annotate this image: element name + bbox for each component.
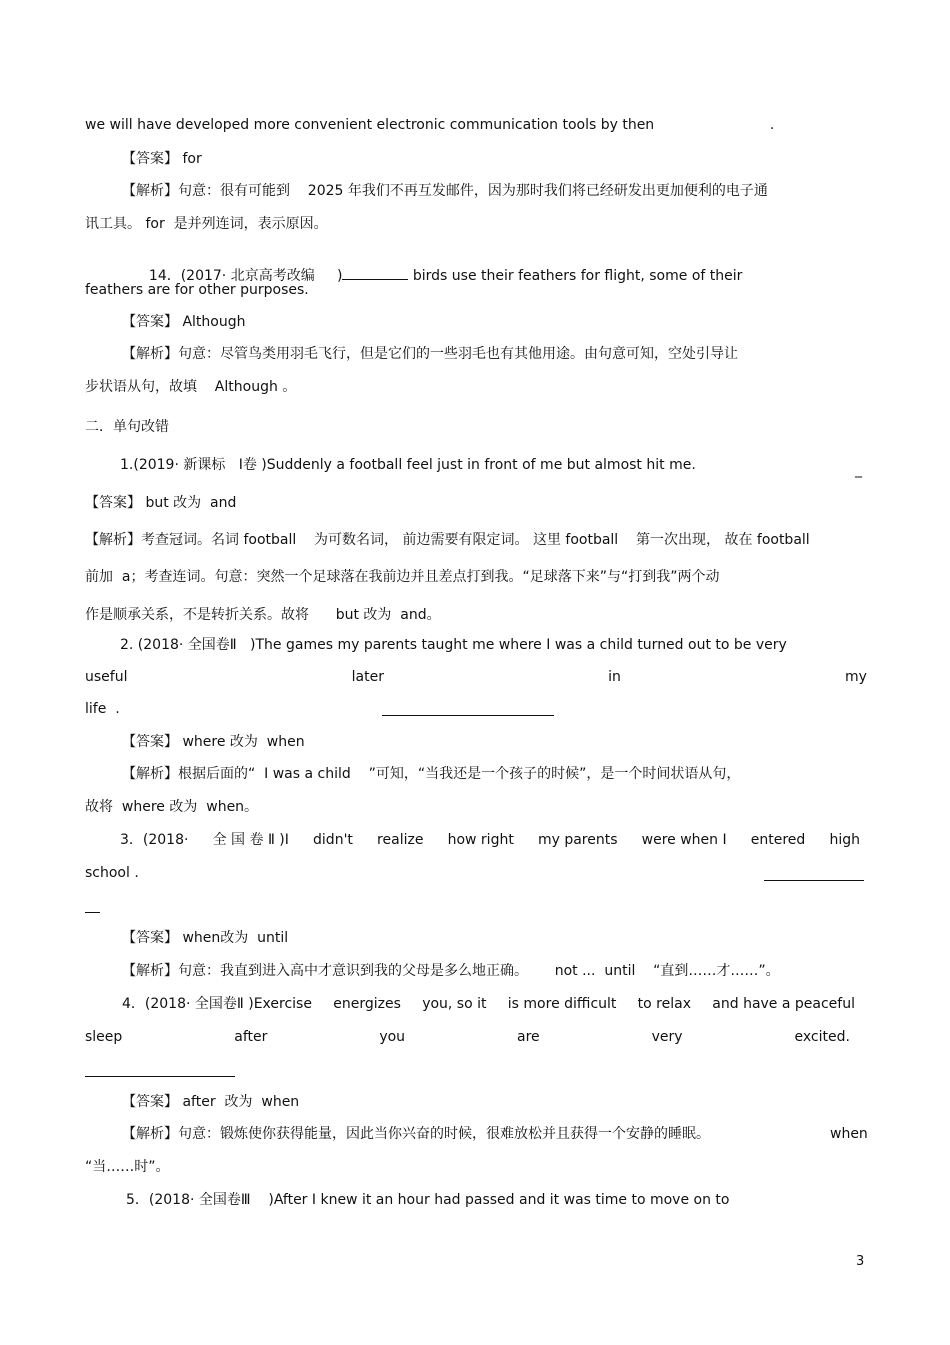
text-line: 作是顺承关系，不是转折关系。故将 but 改为 and。 — [85, 607, 441, 623]
word: realize — [377, 832, 424, 848]
analysis-line: 【解析】句意：我直到进入高中才意识到我的父母是多么地正确。 not ... until “直到……才……”。 — [122, 963, 780, 979]
text-line: “当……时”。 — [85, 1159, 170, 1175]
word: you — [379, 1029, 406, 1045]
text-line: 前加 a；考查连词。句意：突然一个足球落在我前边并且差点打到我。“足球落下来”与“打到我”两个动 — [85, 569, 720, 585]
word: later — [351, 669, 384, 685]
word: is more difficult — [507, 996, 617, 1012]
word: my — [845, 669, 867, 685]
text-line: we will have developed more convenient electronic communication tools by then . — [85, 117, 775, 133]
answer-blank-mark: _ — [855, 462, 862, 478]
page-number: 3 — [856, 1254, 865, 1269]
word: didn't — [313, 832, 353, 848]
analysis-line: 【解析】句意：尽管鸟类用羽毛飞行，但是它们的一些羽毛也有其他用途。由句意可知，空处引导让 — [122, 346, 738, 362]
answer-blank — [382, 701, 554, 716]
answer-blank — [342, 265, 408, 280]
question-line: 5．(2018· 全国卷Ⅲ )After I knew it an hour had passed and it was time to move on to — [126, 1192, 730, 1208]
answer-line: 【答案】 when改为 until — [122, 930, 289, 946]
text-line: 故将 where 改为 when。 — [85, 799, 259, 815]
text-line: feathers are for other purposes. — [85, 282, 309, 298]
text-line: life . — [85, 701, 120, 717]
word: you, so it — [422, 996, 487, 1012]
answer-blank-continued — [85, 898, 100, 913]
word: in — [608, 669, 621, 685]
answer-line: 【答案】 Although — [122, 314, 246, 330]
answer-blank — [764, 866, 864, 881]
word: 全 国 卷 Ⅱ )I — [212, 832, 289, 848]
word: how right — [447, 832, 514, 848]
text-line: school . — [85, 865, 139, 881]
justified-line — [122, 995, 855, 1013]
question-text: birds use their feathers for flight, some of their — [408, 268, 743, 284]
justified-line — [85, 1028, 850, 1046]
word: and have a peaceful — [712, 996, 855, 1012]
word: excited. — [794, 1029, 850, 1045]
justified-line — [85, 668, 867, 686]
question-line: 1.(2019· 新课标 Ⅰ卷 )Suddenly a football feel just in front of me but almost hit me. — [120, 457, 696, 473]
word: after — [234, 1029, 268, 1045]
analysis-line: 【解析】根据后面的“ I was a child ”可知，“当我还是一个孩子的时候”，是一个时间状语从句， — [122, 766, 741, 782]
answer-line: 【答案】 where 改为 when — [122, 734, 305, 750]
word: entered — [750, 832, 806, 848]
answer-line: 【答案】 but 改为 and — [85, 495, 237, 511]
analysis-line: 【解析】句意：很有可能到 2025 年我们不再互发邮件，因为那时我们将已经研发出更加便利的电子通 — [122, 183, 768, 199]
word: sleep — [85, 1029, 123, 1045]
word: my parents — [537, 832, 618, 848]
word: energizes — [333, 996, 401, 1012]
word: are — [517, 1029, 540, 1045]
word: to relax — [637, 996, 691, 1012]
question-source: 14．(2017· 北京高考改编 ) — [148, 268, 343, 284]
answer-blank — [85, 1062, 235, 1077]
word: useful — [85, 669, 128, 685]
text-fragment: when — [830, 1126, 868, 1142]
word: high — [829, 832, 860, 848]
answer-line: 【答案】 for — [122, 151, 202, 167]
text-line: 讯工具。 for 是并列连词，表示原因。 — [85, 216, 328, 232]
word: very — [651, 1029, 683, 1045]
analysis-line: 【解析】句意：锻炼使你获得能量，因此当你兴奋的时候，很难放松并且获得一个安静的睡眠。 — [122, 1126, 710, 1142]
answer-line: 【答案】 after 改为 when — [122, 1094, 300, 1110]
question-line: 2. (2018· 全国卷Ⅱ )The games my parents taught me where I was a child turned out to be very — [120, 637, 787, 653]
text-line: 步状语从句，故填 Although 。 — [85, 379, 297, 395]
question-line — [140, 247, 742, 285]
word: 3．(2018· — [120, 832, 189, 848]
word: 4．(2018· 全国卷Ⅱ )Exercise — [122, 996, 312, 1012]
word: were when I — [641, 832, 727, 848]
justified-line — [120, 831, 860, 849]
section-heading: 二．单句改错 — [85, 419, 169, 435]
analysis-line: 【解析】考查冠词。名词 football 为可数名词， 前边需要有限定词。 这里 football 第一次出现， 故在 football — [85, 532, 810, 548]
